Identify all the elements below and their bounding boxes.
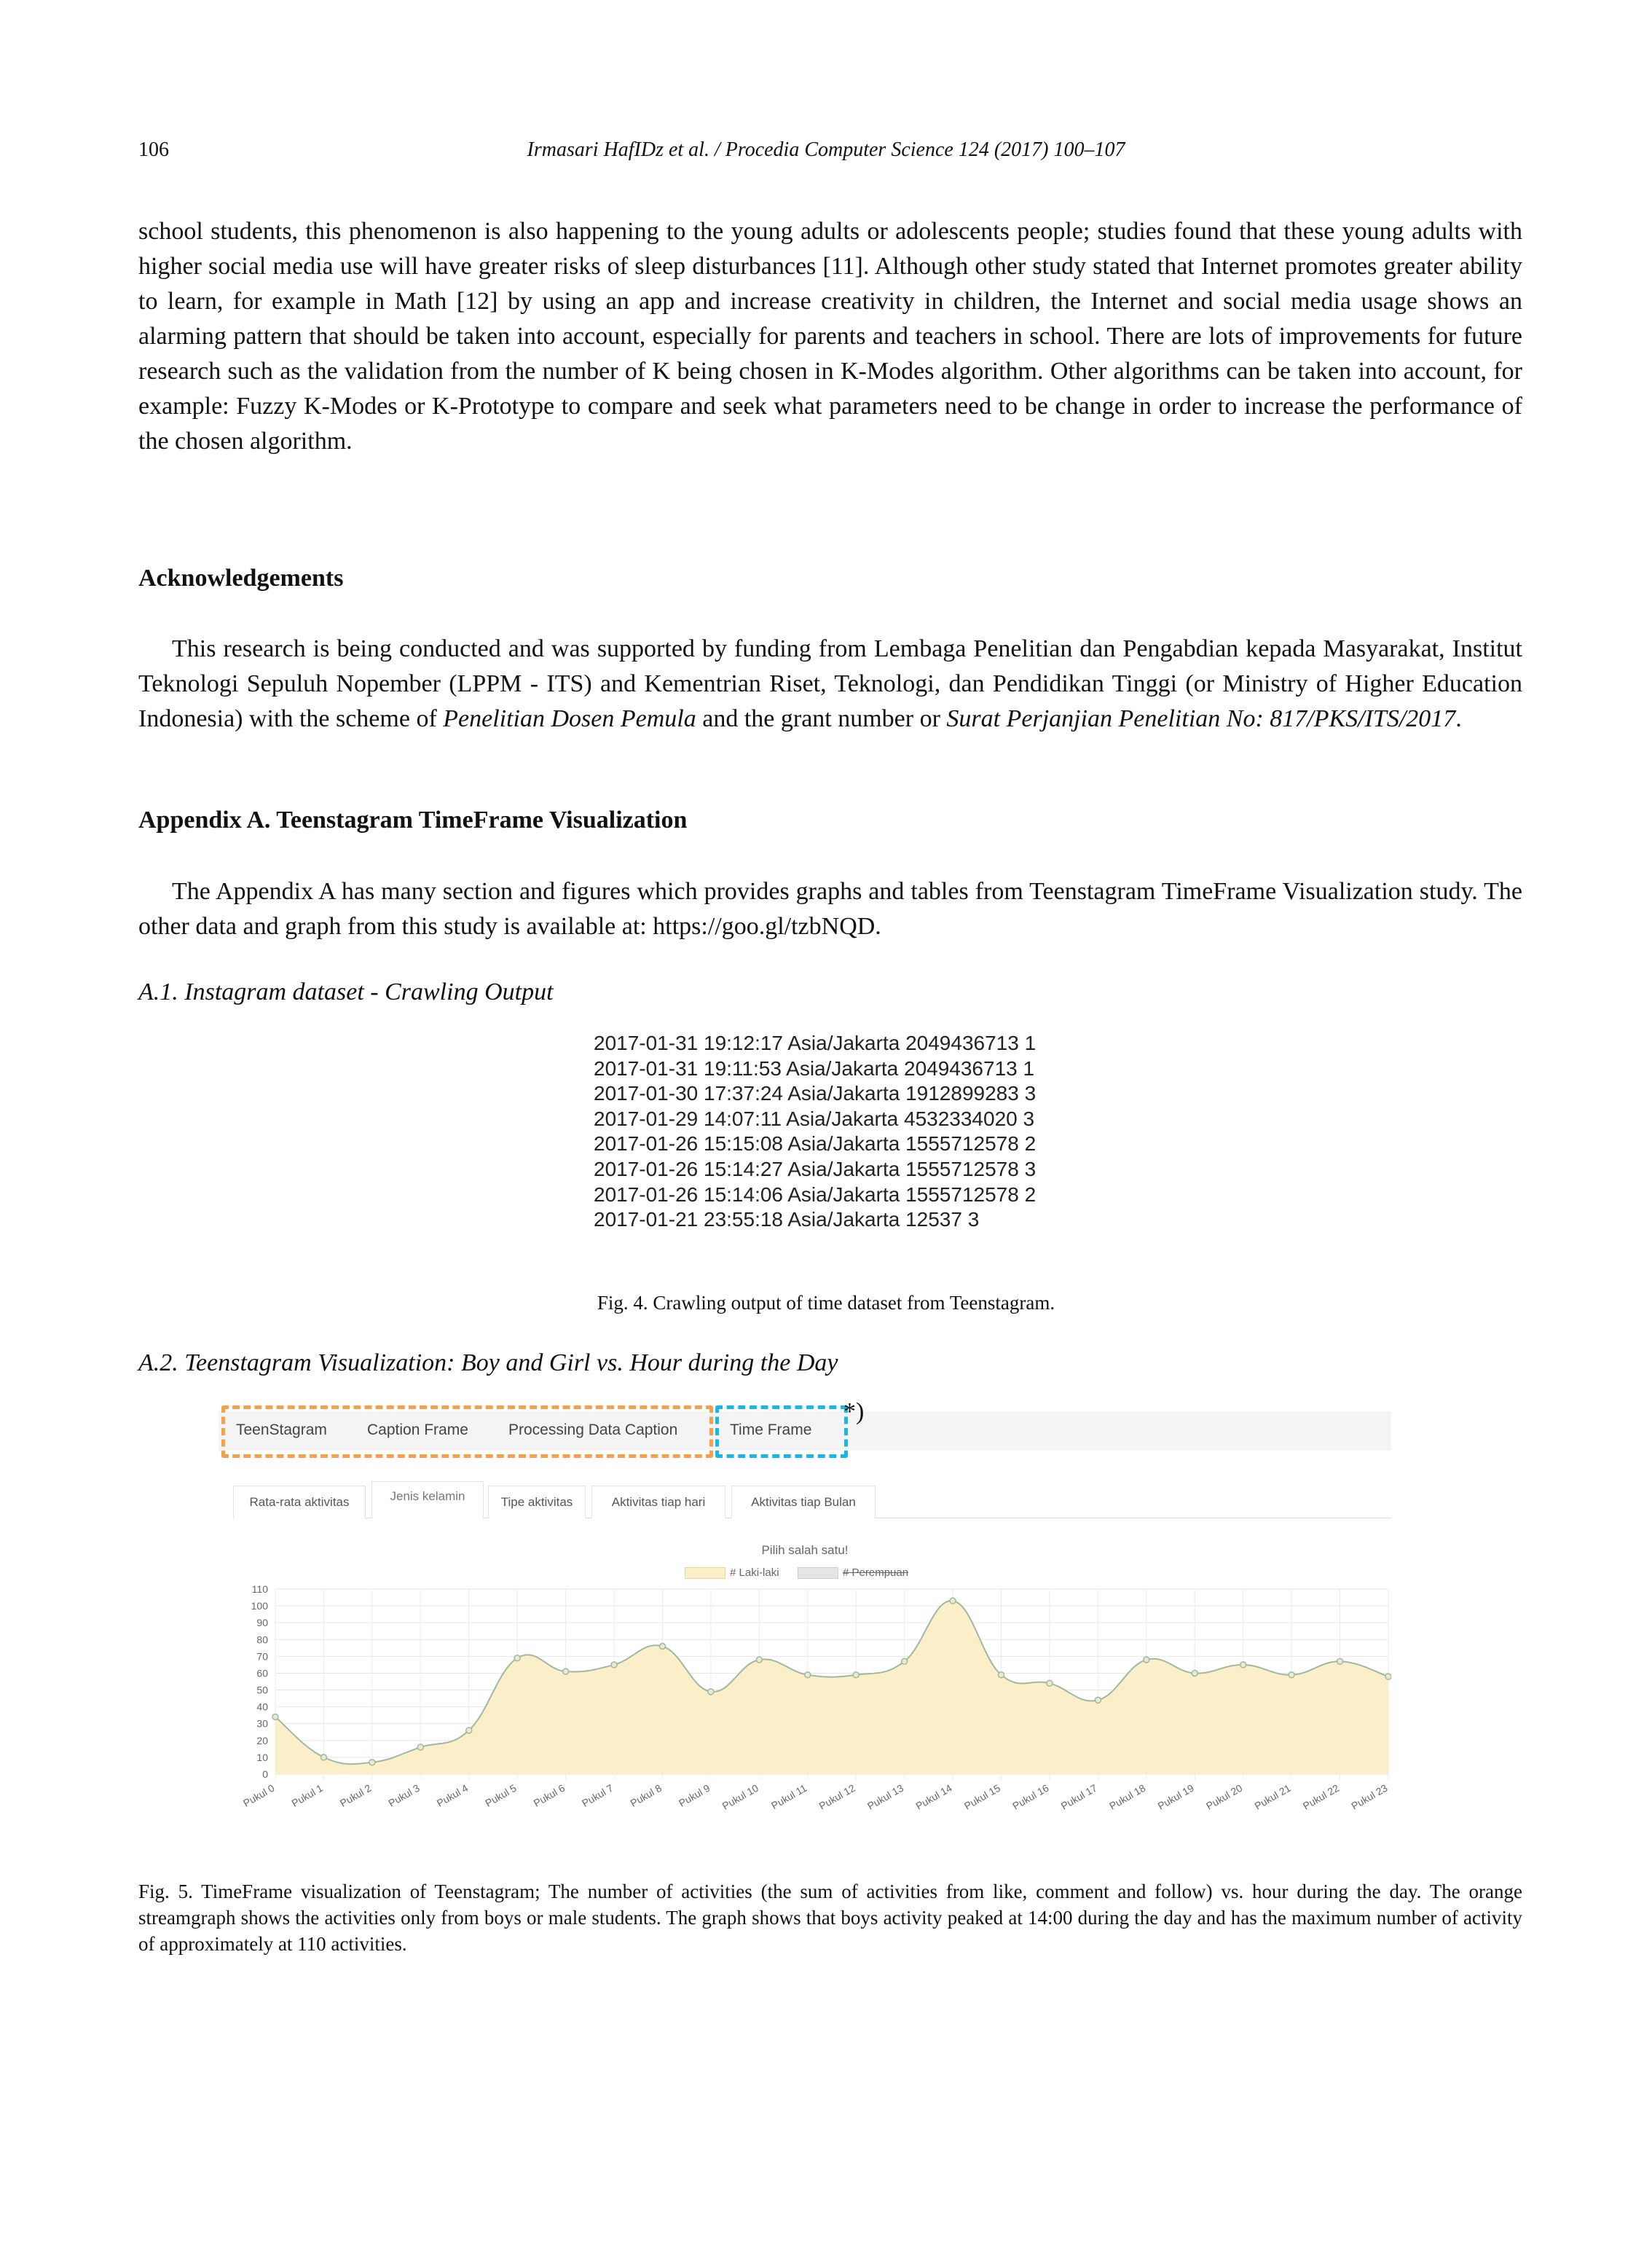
data-point [999,1672,1004,1678]
crawl-line: 2017-01-30 17:37:24 Asia/Jakarta 1912899283 3 [594,1082,1037,1105]
data-point [514,1655,520,1661]
nav-processing-data-caption[interactable]: Processing Data Caption [508,1421,678,1438]
x-tick-label: Pukul 18 [1107,1781,1148,1812]
crawl-line: 2017-01-31 19:11:53 Asia/Jakarta 2049436713 1 [594,1056,1035,1080]
data-point [1192,1670,1197,1676]
data-point [1240,1662,1246,1668]
activity-area-chart [219,1585,1391,1854]
x-tick-label: Pukul 17 [1058,1781,1099,1812]
ack-grant-number: Surat Perjanjian Penelitian No: 817/PKS/ITS/2017 [946,705,1456,732]
y-tick-label: 100 [251,1600,268,1612]
legend-item-male[interactable] [685,1566,779,1579]
x-tick-label: Pukul 11 [768,1781,809,1812]
x-tick-label: Pukul 10 [720,1781,760,1812]
x-tick-label: Pukul 16 [1010,1781,1051,1812]
x-tick-label: Pukul 21 [1252,1781,1293,1812]
y-tick-label: 30 [256,1717,268,1730]
page-number: 106 [138,138,169,161]
section-a2-heading: A.2. Teenstagram Visualization: Boy and Girl vs. Hour during the Day [138,1349,838,1376]
fig4-caption: Fig. 4. Crawling output of time dataset from Teenstagram. [597,1292,1055,1314]
y-tick-label: 0 [262,1768,268,1780]
data-point [950,1598,956,1604]
crawl-line: 2017-01-29 14:07:11 Asia/Jakarta 4532334020 3 [594,1107,1035,1130]
y-tick-label: 20 [256,1734,268,1746]
data-point [1144,1657,1149,1663]
crawl-output-figure [594,1031,1060,1233]
y-tick-label: 90 [256,1617,268,1629]
app-screenshot [219,1398,1391,1854]
data-point [563,1668,569,1674]
legend-label-female: # Perempuan [843,1566,909,1579]
legend-item-female[interactable] [798,1566,908,1579]
appendix-heading: Appendix A. Teenstagram TimeFrame Visualization [138,807,688,834]
x-tick-label: Pukul 1 [289,1781,325,1809]
tab-rata-rata-aktivitas[interactable]: Rata-rata aktivitas [233,1486,366,1518]
data-point [756,1657,762,1663]
data-point [902,1658,908,1664]
y-tick-label: 40 [256,1701,268,1713]
x-tick-label: Pukul 5 [483,1781,519,1809]
ack-text-3: . [1455,705,1462,732]
running-head: Irmasari HafIDz et al. / Procedia Computer Science 124 (2017) 100–107 [527,138,1125,161]
appendix-paragraph: The Appendix A has many section and figures which provides graphs and tables from Teenstagram TimeFrame Visualization study. The other data and graph from this study is available at: https://goo.gl/tzbNQD. [138,878,1522,940]
data-point [369,1760,375,1765]
x-tick-label: Pukul 15 [961,1781,1003,1812]
section-a1-heading: A.1. Instagram dataset - Crawling Output [138,979,554,1005]
body-paragraph: school students, this phenomenon is also happening to the young adults or adolescents people; studies found that these young adults with higher social media use will have greater risks of sleep disturbances [11]. Although other study stated that Internet promotes greater ability to learn, for example in Math [12] by using an app and increase creativity in children, the Internet and social media usage shows an alarming pattern that should be taken into account, especially for parents and teachers in school. There are lots of improvements for future research such as the validation from the number of K being chosen in K-Modes algorithm. Other algorithms can be taken into account, for example: Fuzzy K-Modes or K-Prototype to compare and seek what parameters need to be change in order to increase the performance of the chosen algorithm. [138,218,1522,455]
tab-aktivitas-tiap-bulan[interactable]: Aktivitas tiap Bulan [731,1486,876,1518]
crawl-line: 2017-01-26 15:14:06 Asia/Jakarta 1555712578 2 [594,1183,1037,1206]
data-point [320,1754,326,1760]
tab-jenis-kelamin[interactable]: Jenis kelamin [371,1481,484,1518]
orange-highlight-box [221,1405,713,1458]
nav-teenstagram[interactable]: TeenStagram [236,1421,327,1438]
x-tick-label: Pukul 22 [1300,1781,1342,1812]
tab-bar [233,1481,1391,1518]
data-point [1385,1674,1391,1679]
ack-text-2: and the grant number or [696,705,947,732]
y-tick-label: 50 [256,1684,268,1696]
crawl-line: 2017-01-26 15:15:08 Asia/Jakarta 1555712578 2 [594,1132,1037,1156]
x-tick-label: Pukul 4 [434,1781,471,1809]
tab-aktivitas-tiap-hari[interactable]: Aktivitas tiap hari [591,1486,725,1518]
chart-subtitle: Pilih salah satu! [761,1543,849,1557]
acknowledgements-heading: Acknowledgements [138,565,344,592]
x-tick-label: Pukul 0 [241,1781,277,1809]
data-point [611,1662,617,1668]
crawl-line: 2017-01-21 23:55:18 Asia/Jakarta 12537 3 [594,1208,980,1231]
x-tick-label: Pukul 13 [865,1781,906,1812]
data-point [853,1672,859,1678]
data-point [1047,1680,1053,1686]
y-tick-label: 110 [251,1585,268,1595]
tab-tipe-aktivitas[interactable]: Tipe aktivitas [488,1486,586,1518]
nav-caption-frame[interactable]: Caption Frame [367,1421,468,1438]
y-tick-label: 10 [256,1751,268,1763]
acknowledgements-paragraph [138,632,1522,737]
x-tick-label: Pukul 7 [580,1781,615,1809]
data-point [1289,1672,1294,1678]
data-point [805,1672,811,1678]
legend-swatch-female [798,1567,838,1579]
footnote-marker: *) [843,1398,865,1425]
ack-scheme-name: Penelitian Dosen Pemula [443,705,696,732]
data-point [272,1714,278,1719]
crawl-line: 2017-01-26 15:14:27 Asia/Jakarta 1555712578 3 [594,1157,1037,1180]
ack-text-1: This research is being conducted and was supported by funding from Lembaga Penelitian dan Pengabdian kepada Masyarakat, Institut Teknologi Sepuluh Nopember (LPPM - ITS) and Kementrian Riset, Teknologi, dan Pendidikan Tinggi (or Ministry of Higher Education Indonesia) with the scheme of [138,635,1522,732]
y-tick-label: 60 [256,1667,268,1679]
x-tick-label: Pukul 14 [913,1781,954,1812]
x-tick-label: Pukul 20 [1204,1781,1245,1812]
data-point [466,1727,472,1733]
x-tick-label: Pukul 23 [1349,1781,1390,1812]
data-point [1095,1697,1101,1703]
x-tick-label: Pukul 19 [1155,1781,1196,1812]
x-tick-label: Pukul 12 [817,1781,857,1812]
y-tick-label: 80 [256,1634,268,1646]
blue-highlight-box [715,1405,848,1458]
data-point [659,1644,665,1650]
x-tick-label: Pukul 9 [676,1781,712,1809]
legend-label-male: # Laki-laki [730,1566,779,1579]
crawl-line: 2017-01-31 19:12:17 Asia/Jakarta 2049436713 1 [594,1032,1037,1054]
x-tick-label: Pukul 6 [531,1781,567,1809]
x-tick-label: Pukul 2 [337,1781,374,1809]
nav-time-frame[interactable]: Time Frame [730,1421,812,1438]
data-point [417,1744,423,1750]
y-tick-label: 70 [256,1650,268,1663]
data-point [1337,1658,1343,1664]
legend-swatch-male [685,1567,725,1579]
fig5-caption: Fig. 5. TimeFrame visualization of Teenstagram; The number of activities (the sum of activities from like, comment and follow) vs. hour during the day. The orange streamgraph shows the activities only from boys or male students. The graph shows that boys activity peaked at 14:00 during the day and has the maximum number of activity of approximately at 110 activities. [138,1881,1522,1955]
x-tick-label: Pukul 8 [628,1781,664,1809]
x-tick-label: Pukul 3 [386,1781,422,1809]
series-area-male [275,1601,1388,1774]
data-point [708,1689,714,1695]
